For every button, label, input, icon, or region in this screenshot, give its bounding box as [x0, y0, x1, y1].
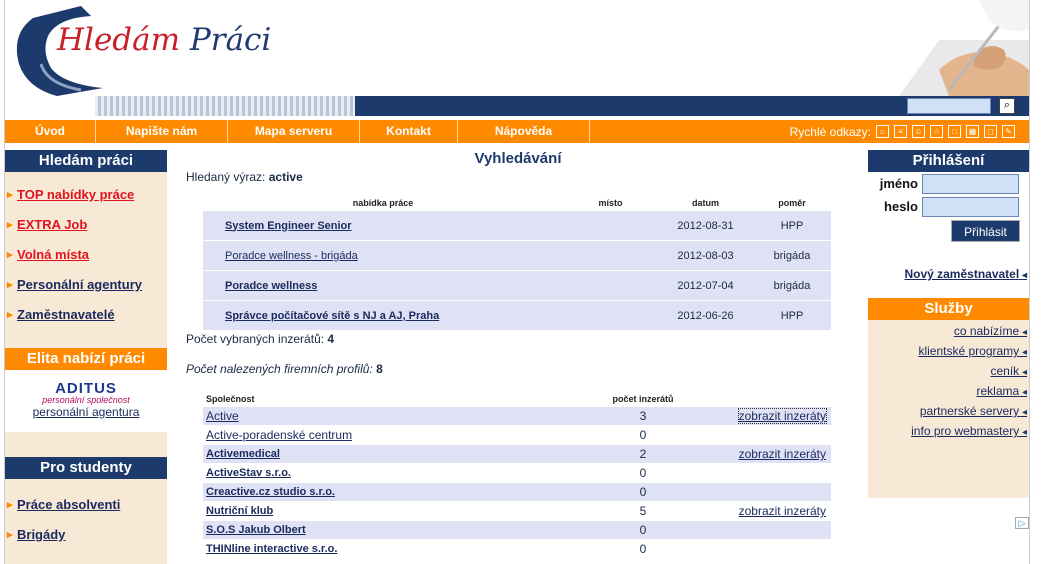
menu-item-mapa-serveru[interactable]: Mapa serveru: [228, 120, 360, 143]
company-link[interactable]: Active-poradenské centrum: [206, 428, 353, 442]
header-stripe: [5, 96, 1029, 116]
job-date: 2012-06-26: [677, 309, 734, 322]
services-header: Služby: [868, 298, 1029, 320]
edit-icon[interactable]: ✎: [1002, 125, 1015, 138]
job-type: brigáda: [773, 249, 811, 262]
list-icon[interactable]: ≡: [894, 125, 907, 138]
show-ads-link[interactable]: zobrazit inzeráty: [738, 504, 826, 518]
aditus-link[interactable]: personální agentura: [32, 405, 140, 419]
job-date: 2012-08-31: [677, 219, 734, 232]
service-link-cenik[interactable]: ceník ◂: [868, 361, 1029, 381]
stripe-white-part: [5, 96, 95, 116]
students-header: Pro studenty: [5, 457, 167, 479]
login-button[interactable]: Přihlásit: [951, 220, 1020, 242]
col-header-company: Společnost: [206, 394, 255, 404]
chat-icon[interactable]: ◻: [984, 125, 997, 138]
aditus-subtitle: personální společnost: [42, 395, 130, 405]
menu-item-uvod[interactable]: Úvod: [5, 120, 96, 143]
job-type: HPP: [780, 309, 804, 322]
companies-table: [203, 392, 831, 558]
quick-links-label: Rychlé odkazy:: [789, 124, 871, 139]
sidebar-item-prace-absolventi[interactable]: ▸ Práce absolventi: [5, 490, 167, 520]
stripe-gradient: [95, 96, 355, 116]
jobs-count-label: Počet vybraných inzerátů:: [186, 332, 325, 346]
table-row: [203, 426, 831, 444]
table-row: [203, 483, 831, 501]
login-password-row: [868, 195, 1029, 218]
sidebar-item-volna-mista[interactable]: ▸ Volná místa: [5, 240, 167, 270]
company-link[interactable]: Active: [206, 409, 239, 423]
query-line: [186, 170, 858, 184]
table-row: [203, 521, 831, 539]
star-icon[interactable]: ☆: [930, 125, 943, 138]
company-link[interactable]: S.O.S Jakub Olbert: [206, 524, 306, 536]
job-date: 2012-08-03: [677, 249, 734, 262]
menu-item-napiste-nam[interactable]: Napište nám: [96, 120, 228, 143]
username-field[interactable]: [922, 174, 1019, 194]
company-count: 0: [639, 523, 647, 537]
sidebar-item-personalni-agentury[interactable]: ▸ Personální agentury: [5, 270, 167, 300]
jobs-count-value: 4: [327, 332, 335, 346]
name-label: jméno: [879, 176, 918, 191]
page-title: Vyhledávání: [474, 150, 562, 167]
company-count: 0: [639, 485, 647, 499]
sidebar-item-zamestnavatele[interactable]: ▸ Zaměstnavatelé: [5, 300, 167, 330]
adchoices-icon[interactable]: ▷: [1015, 517, 1029, 529]
profiles-count-label: Počet nalezených firemních profilů:: [186, 362, 373, 376]
window-icon[interactable]: □: [948, 125, 961, 138]
menu-item-napoveda[interactable]: Nápověda: [458, 120, 590, 143]
job-title-link[interactable]: Poradce wellness - brigáda: [225, 249, 358, 262]
profiles-count: [186, 362, 383, 376]
company-link[interactable]: Activemedical: [206, 448, 280, 460]
company-link[interactable]: THINline interactive s.r.o.: [206, 543, 338, 555]
table-row: [203, 271, 831, 300]
magnifier-icon[interactable]: ⌕: [999, 98, 1015, 114]
password-label: heslo: [884, 199, 918, 214]
logo-part2: Práci: [189, 22, 272, 58]
company-count: 5: [639, 504, 647, 518]
company-count: 0: [639, 428, 647, 442]
company-link[interactable]: Nutriční klub: [206, 505, 274, 517]
query-label: Hledaný výraz:: [186, 170, 266, 184]
elite-box: [5, 370, 167, 432]
show-ads-link[interactable]: zobrazit inzeráty: [738, 409, 826, 423]
job-title-link[interactable]: Správce počítačové sítě s NJ a AJ, Praha: [225, 309, 440, 322]
right-sidebar: [868, 150, 1029, 500]
elite-header: Elita nabízí práci: [5, 348, 167, 370]
table-row: [203, 502, 831, 520]
login-header: Přihlášení: [868, 150, 1029, 172]
jobs-count: [186, 332, 334, 346]
page-border-right: [1029, 0, 1030, 564]
aditus-logo[interactable]: ADITUS: [55, 380, 117, 397]
companies-table-header: [203, 392, 831, 406]
grid-icon[interactable]: ▦: [966, 125, 979, 138]
table-row: [203, 241, 831, 270]
company-count: 0: [639, 542, 647, 556]
job-title-link[interactable]: System Engineer Senior: [225, 219, 352, 232]
sidebar-item-top-nabidky[interactable]: ▸ TOP nabídky práce: [5, 180, 167, 210]
hand-with-pen-image: [879, 0, 1029, 96]
sidebar-item-extra-job[interactable]: ▸ EXTRA Job: [5, 210, 167, 240]
company-link[interactable]: ActiveStav s.r.o.: [206, 467, 291, 479]
job-type: brigáda: [773, 279, 811, 292]
main-content: [178, 150, 858, 564]
table-row: [203, 211, 831, 240]
service-link-info-pro-webmastery[interactable]: info pro webmastery ◂: [868, 421, 1029, 441]
col-header-date: datum: [692, 198, 719, 208]
login-name-row: [868, 172, 1029, 195]
col-header-count: počet inzerátů: [612, 394, 674, 404]
profiles-count-value: 8: [376, 362, 383, 376]
company-count: 0: [639, 466, 647, 480]
col-header-type: poměr: [778, 198, 806, 208]
table-row: [203, 464, 831, 482]
service-link-partnerske-servery[interactable]: partnerské servery ◂: [868, 401, 1029, 421]
services-box: [868, 298, 1029, 498]
new-employer-link[interactable]: Nový zaměstnavatel ◂: [904, 267, 1027, 281]
login-form: [868, 172, 1029, 218]
logo-part1: Hledám: [57, 22, 181, 58]
table-row: [203, 445, 831, 463]
company-count: 3: [639, 409, 647, 423]
company-count: 2: [639, 447, 647, 461]
jobs-table: [203, 196, 831, 330]
left-sidebar: [5, 150, 167, 564]
left-header: Hledám práci: [5, 150, 167, 172]
job-title-link[interactable]: Poradce wellness: [225, 279, 318, 292]
job-type: HPP: [780, 219, 804, 232]
person-icon[interactable]: ☺: [912, 125, 925, 138]
service-link-klientske-programy[interactable]: klientské programy ◂: [868, 341, 1029, 361]
sidebar-item-brigady[interactable]: ▸ Brigády: [5, 520, 167, 550]
site-header: [5, 0, 1029, 96]
jobs-table-header: [203, 196, 831, 210]
table-row: [203, 301, 831, 330]
menu-item-kontakt[interactable]: Kontakt: [360, 120, 458, 143]
service-link-reklama[interactable]: reklama ◂: [868, 381, 1029, 401]
service-link-co-nabizime[interactable]: co nabízíme ◂: [868, 321, 1029, 341]
search-input[interactable]: [907, 98, 991, 114]
company-link[interactable]: Creactive.cz studio s.r.o.: [206, 486, 335, 498]
show-ads-link[interactable]: zobrazit inzeráty: [738, 447, 826, 461]
main-menu: [5, 120, 1029, 143]
password-field[interactable]: [922, 197, 1019, 217]
col-header-title: nabídka práce: [352, 198, 414, 208]
home-icon[interactable]: ⌂: [876, 125, 889, 138]
site-logo[interactable]: [57, 22, 271, 58]
col-header-place: místo: [598, 198, 623, 208]
quick-links: [790, 120, 1015, 143]
table-row: [203, 540, 831, 558]
query-value: active: [268, 170, 303, 184]
table-row: [203, 407, 831, 425]
job-date: 2012-07-04: [677, 279, 734, 292]
